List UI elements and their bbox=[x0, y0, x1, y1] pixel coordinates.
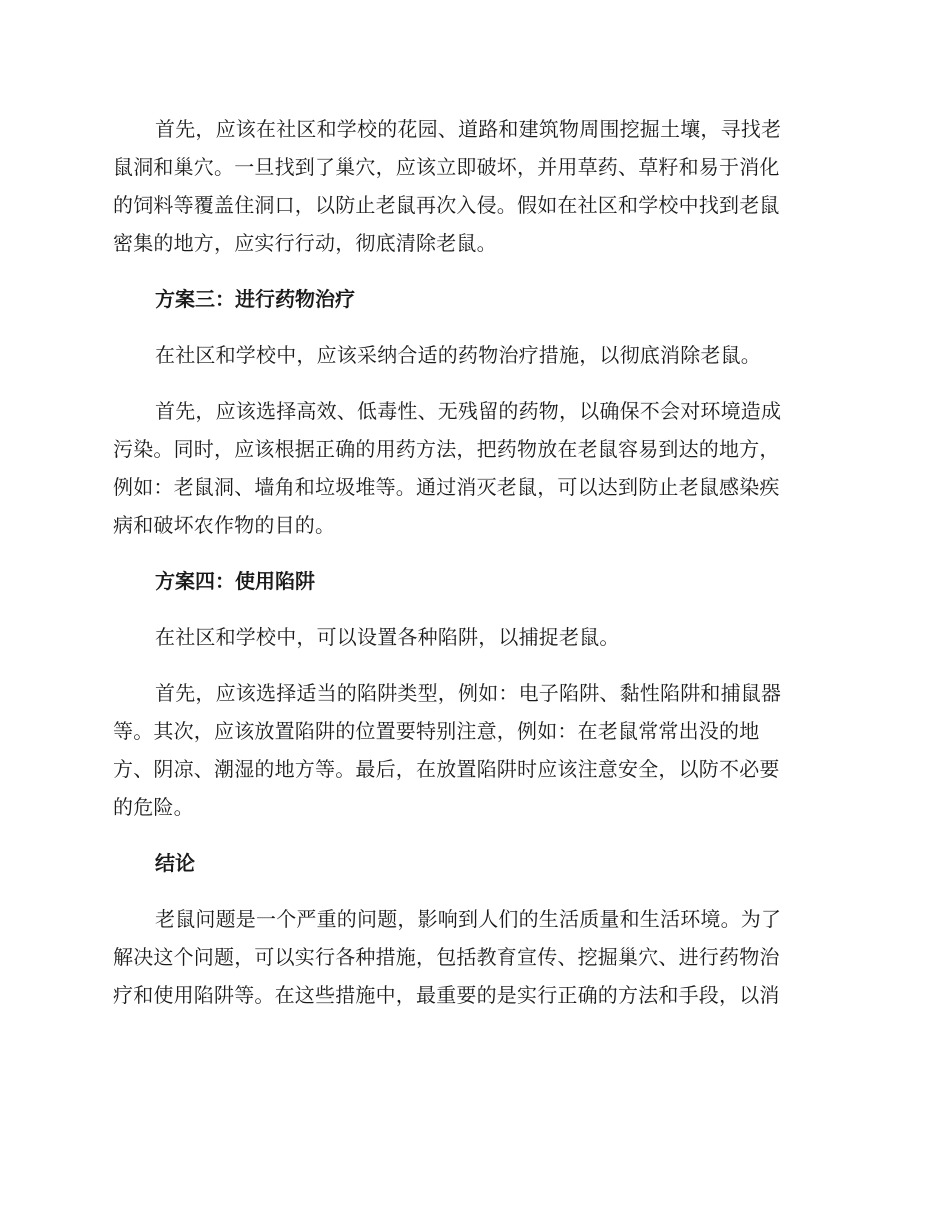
paragraph-dig-burrows: 首先，应该在社区和学校的花园、道路和建筑物周围挖掘土壤，寻找老 鼠洞和巢穴。一旦找到了巢穴，应该立即破坏，并用草药、草籽和易于消化 的饲料等覆盖住洞口，以防止老鼠再次入侵。假如在社区和学校中找到老鼠 密集的地方，应实行行动，彻底清除老鼠。 bbox=[113, 117, 782, 255]
paragraph-plan-four-detail: 首先，应该选择适当的陷阱类型，例如：电子陷阱、黏性陷阱和捕鼠器 等。其次，应该放置陷阱的位置要特别注意，例如：在老鼠常常出没的地 方、阴凉、潮湿的地方等。最后，在放置陷阱时应该注意安全，以防不必要 的危险。 bbox=[113, 681, 782, 819]
paragraph-plan-three-detail: 首先，应该选择高效、低毒性、无残留的药物，以确保不会对环境造成 污染。同时，应该根据正确的用药方法，把药物放在老鼠容易到达的地方， 例如：老鼠洞、墙角和垃圾堆等。通过消灭老鼠，可以达到防止老鼠感染疾 病和破坏农作物的目的。 bbox=[113, 399, 782, 537]
heading-plan-three: 方案三：进行药物治疗 bbox=[155, 287, 355, 311]
document-page bbox=[113, 110, 830, 1014]
paragraph-plan-three-intro: 在社区和学校中，应该采纳合适的药物治疗措施，以彻底消除老鼠。 bbox=[155, 343, 761, 367]
heading-plan-four: 方案四：使用陷阱 bbox=[155, 569, 315, 593]
paragraph-conclusion: 老鼠问题是一个严重的问题，影响到人们的生活质量和生活环境。为了 解决这个问题，可以实行各种措施，包括教育宣传、挖掘巢穴、进行药物治 疗和使用陷阱等。在这些措施中，最重要的是实行正确的方法和手段，以消 bbox=[113, 907, 782, 1007]
paragraph-plan-four-intro: 在社区和学校中，可以设置各种陷阱，以捕捉老鼠。 bbox=[155, 625, 620, 649]
heading-conclusion: 结论 bbox=[155, 851, 195, 875]
